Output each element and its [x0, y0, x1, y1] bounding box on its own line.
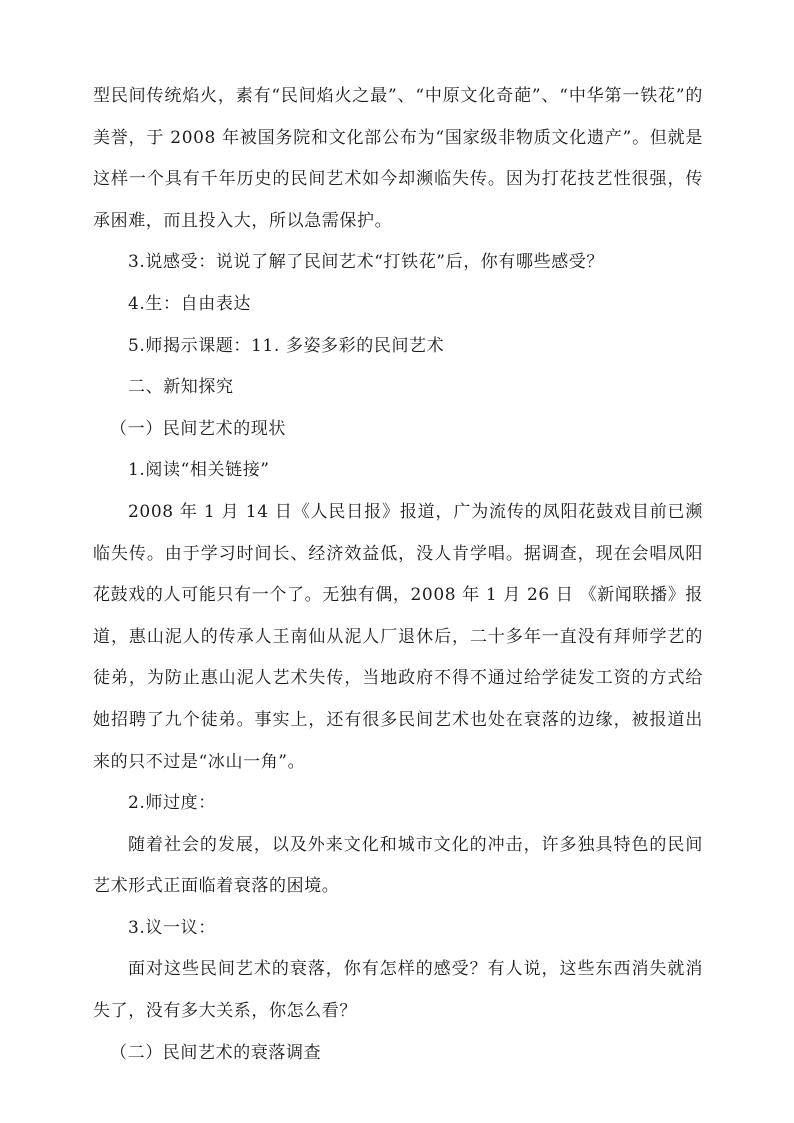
subsection-heading-decline-survey: （二）民间艺术的衰落调查	[110, 1042, 322, 1063]
document-body	[93, 76, 703, 1074]
paragraph-discussion-question: 面对这些民间艺术的衰落，你有怎样的感受？有人说，这些东西消失就消失了，没有多大关系，你怎么看？	[93, 959, 703, 1022]
paragraph-step-5-topic: 5.师揭示课题：11. 多姿多彩的民间艺术	[128, 335, 445, 356]
paragraph-step-3-discuss: 3.议一议：	[128, 917, 216, 938]
paragraph-transition-text: 随着社会的发展，以及外来文化和城市文化的冲击，许多独具特色的民间艺术形式正面临着衰落的困境。	[93, 834, 703, 897]
paragraph-fireworks-intro: 型民间传统焰火，素有“民间焰火之最”、“中原文化奇葩”、“中华第一铁花”的美誉，于 2008 年被国务院和文化部公布为“国家级非物质文化遗产”。但就是这样一个具有千年历史的民间艺术如今却濒临失传。因为打花技艺性很强，传承困难，而且投入大，所以急需保护。	[93, 86, 704, 231]
subsection-heading-current-status: （一）民间艺术的现状	[110, 418, 286, 439]
paragraph-step-1-reading: 1.阅读“相关链接”	[128, 460, 270, 481]
paragraph-step-2-transition: 2.师过度：	[128, 793, 216, 814]
paragraph-news-report: 2008 年 1 月 14 日《人民日报》报道，广为流传的凤阳花鼓戏目前已濒临失传。由于学习时间长、经济效益低，没人肯学唱。据调查，现在会唱凤阳花鼓戏的人可能只有一个了。无独有偶，2008 年 1 月 26 日 《新闻联播》报道，惠山泥人的传承人王南仙从泥人厂退休后，二十多年一直没有拜师学艺的徒弟，为防止惠山泥人艺术失传，当地政府不得不通过给学徒发工资的方式给她招聘了九个徒弟。事实上，还有很多民间艺术也处在衰落的边缘，被报道出来的只不过是“冰山一角”。	[93, 501, 703, 772]
section-heading-new-knowledge: 二、新知探究	[128, 377, 234, 398]
paragraph-step-3-feelings: 3.说感受：说说了解了民间艺术“打铁花”后，你有哪些感受？	[128, 252, 605, 273]
paragraph-step-4-students: 4.生：自由表达	[128, 293, 252, 314]
